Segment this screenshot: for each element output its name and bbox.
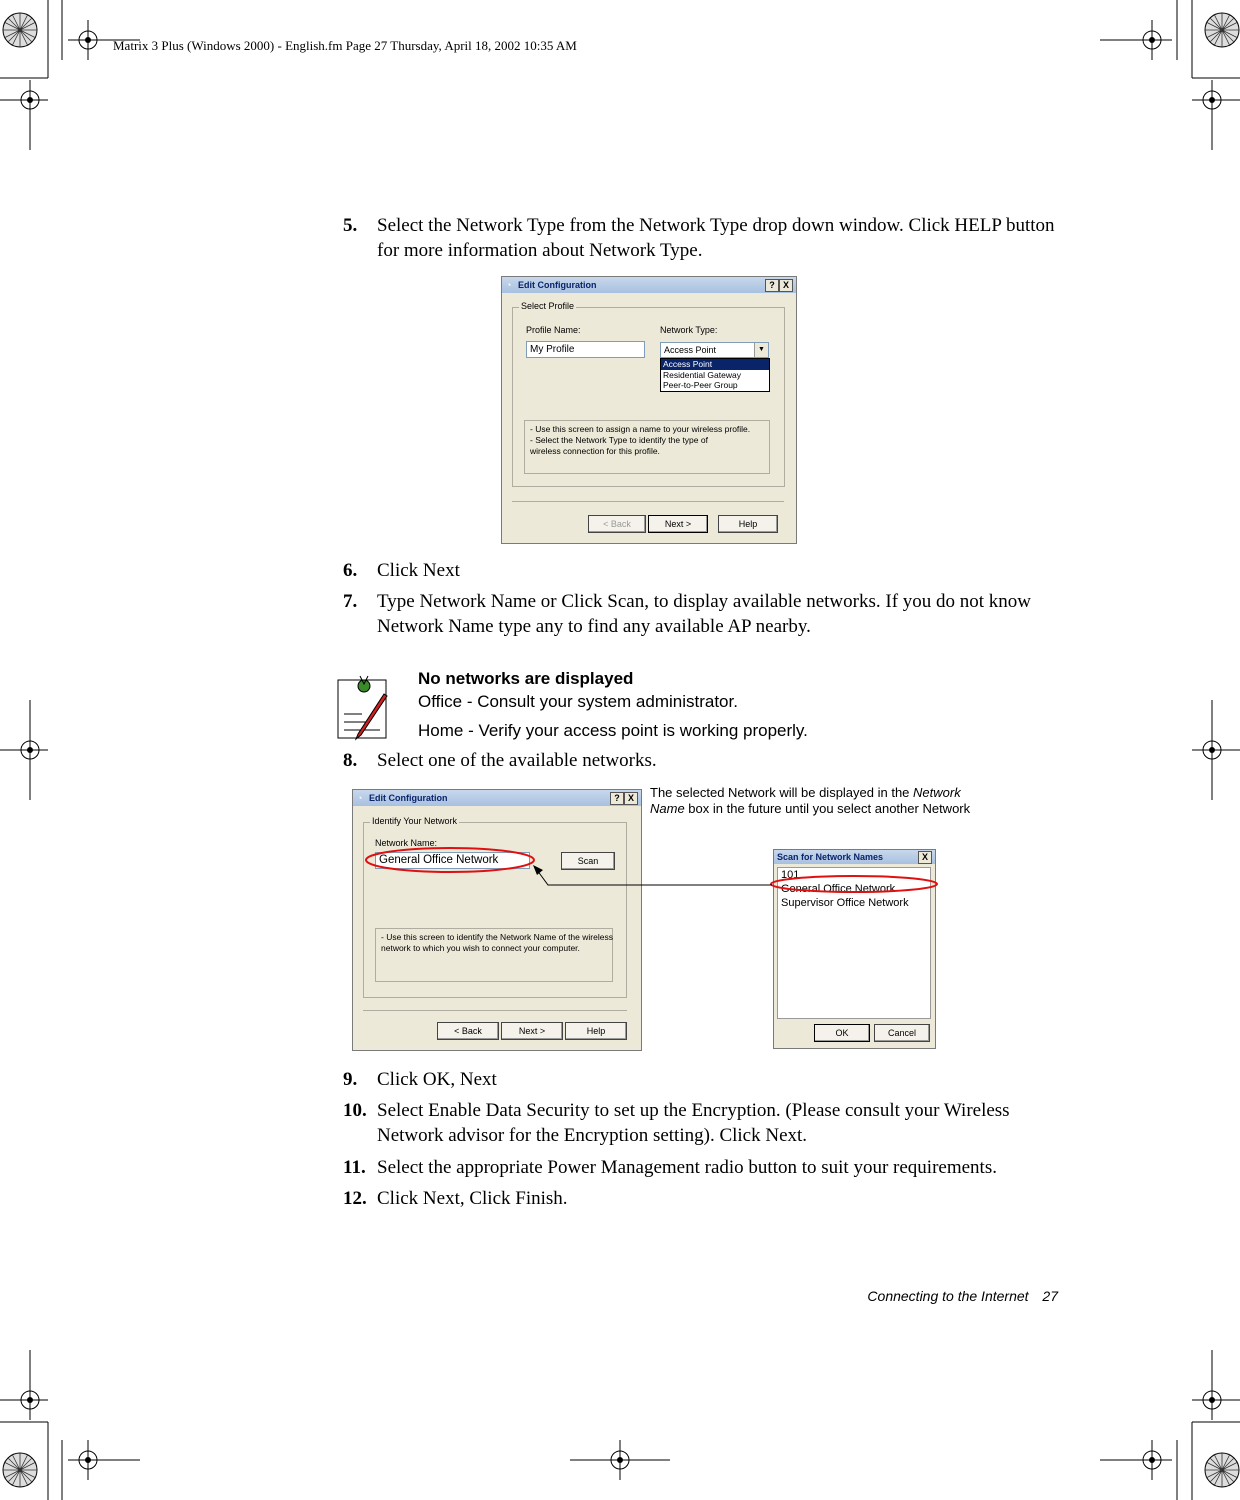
step-text: Select the appropriate Power Management radio button to suit your requirements. [377,1157,997,1178]
note-line: Office - Consult your system administrator. [418,692,738,711]
callout-emphasis: Network [913,785,961,800]
note-title: No networks are displayed [418,669,634,688]
network-name-input[interactable]: General Office Network [375,852,530,869]
dropdown-option[interactable]: Residential Gateway [663,369,741,380]
profile-name-label: Profile Name: [526,325,581,335]
network-type-label: Network Type: [660,325,718,335]
hint-line: - Use this screen to identify the Network Name of the wireless [381,932,613,942]
scan-button[interactable]: Scan [561,852,615,870]
chevron-down-icon[interactable]: ▼ [754,343,768,357]
hint-line: - Select the Network Type to identify the type of [530,435,708,445]
help-title-button[interactable]: ? [610,792,624,805]
step-text: Select Enable Data Security to set up the Encryption. (Please consult your Wireless Network advisor for the Encryption setting). Click Next. [377,1100,1010,1146]
step-number: 8. [343,750,358,771]
ok-button[interactable]: OK [814,1024,870,1042]
network-type-select[interactable] [660,342,769,358]
callout-text [650,785,1030,817]
step-text: Click Next, Click Finish. [377,1188,568,1209]
hint-line: network to which you wish to connect your computer. [381,943,580,953]
step-number: 5. [343,215,358,236]
next-button[interactable]: Next > [648,515,708,533]
callout-post: box in the future until you select another Network [684,801,971,816]
list-item[interactable]: 101 [781,869,800,881]
wireless-icon: ◔ [357,793,363,803]
step-text: Click OK, Next [377,1069,497,1090]
hint-line: - Use this screen to assign a name to your wireless profile. [530,424,751,434]
note-line: Home - Verify your access point is working properly. [418,721,808,740]
network-list [777,867,931,1019]
divider [512,501,784,502]
list-item[interactable]: General Office Network [781,883,896,895]
step-number: 7. [343,591,358,612]
group-label: Select Profile [521,301,575,311]
dialog-title: Scan for Network Names [774,850,935,864]
close-icon[interactable]: X [624,792,638,805]
print-header: Matrix 3 Plus (Windows 2000) - English.fm Page 27 Thursday, April 18, 2002 10:35 AM [113,38,577,53]
profile-name-input[interactable]: My Profile [526,341,645,358]
edit-configuration-dialog-profile [501,276,797,544]
group-label: Identify Your Network [372,816,458,826]
step-number: 12. [343,1188,367,1209]
profile-hint-box [524,420,770,474]
cancel-button[interactable]: Cancel [874,1024,930,1042]
back-button[interactable]: < Back [588,515,646,533]
next-button[interactable]: Next > [501,1022,563,1040]
step-number: 10. [343,1100,367,1121]
help-button[interactable]: Help [565,1022,627,1040]
dropdown-option[interactable]: Peer-to-Peer Group [663,380,738,390]
dialog-title: Edit Configuration [353,790,641,806]
step-text: Click Next [377,560,460,581]
network-type-dropdown-list [660,358,770,392]
page-number: 27 [1042,1288,1058,1304]
callout-pre: The selected Network will be displayed in the [650,785,914,800]
close-icon[interactable]: X [779,279,793,292]
divider [363,1010,627,1011]
step-number: 11. [343,1157,366,1178]
help-title-button[interactable]: ? [765,279,779,292]
callout-emphasis: Name [650,801,685,816]
step-text: Select one of the available networks. [377,750,657,771]
list-item[interactable]: Supervisor Office Network [781,897,909,909]
footer [800,1288,1058,1304]
network-hint-box [375,928,613,982]
step-number: 9. [343,1069,358,1090]
network-type-value: Access Point [664,345,717,355]
close-icon[interactable]: X [918,851,932,864]
step-text: Select the Network Type from the Network Type drop down window. Click HELP button for more information about Network Type. [377,215,1055,261]
network-name-label: Network Name: [375,838,438,848]
step-number: 6. [343,560,358,581]
wireless-icon: ◔ [506,280,512,290]
dialog-title: Edit Configuration [502,277,796,293]
hint-line: wireless connection for this profile. [530,446,660,456]
help-button[interactable]: Help [718,515,778,533]
back-button[interactable]: < Back [437,1022,499,1040]
step-text: Type Network Name or Click Scan, to display available networks. If you do not know Network Name type any to find any available AP nearby. [377,591,1032,637]
footer-title: Connecting to the Internet [867,1288,1029,1304]
dropdown-option[interactable]: Access Point [661,359,769,370]
note-pencil-icon [336,672,392,742]
edit-configuration-dialog-network [352,789,642,1051]
scan-network-names-dialog [773,849,936,1049]
